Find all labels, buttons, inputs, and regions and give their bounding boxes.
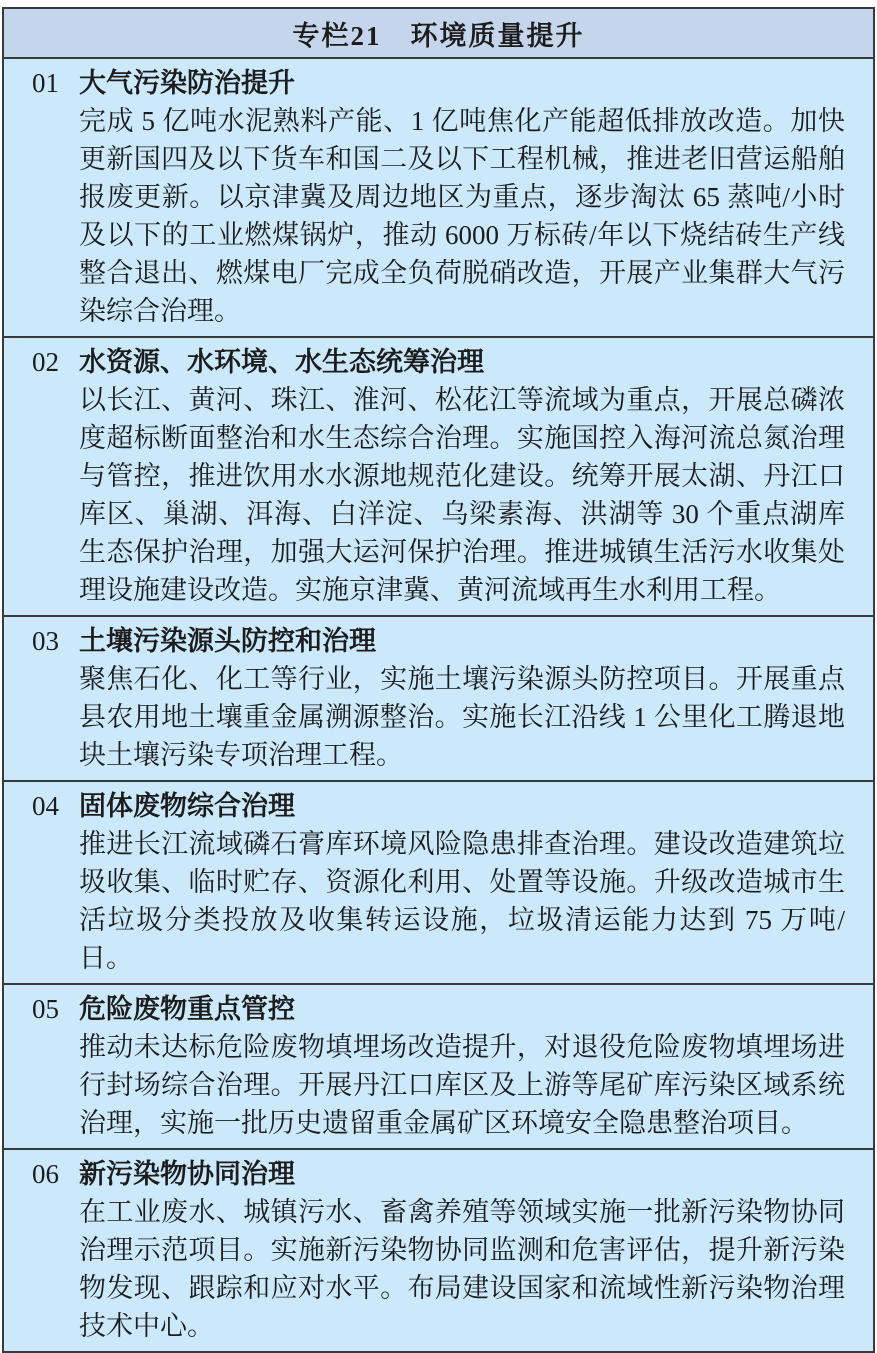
- section-heading: 土壤污染源头防控和治理: [79, 626, 376, 656]
- section-number: 01: [32, 68, 59, 98]
- section-heading-row: [32, 343, 845, 381]
- section-heading: 水资源、水环境、水生态统筹治理: [79, 347, 484, 377]
- section-body: 推进长江流域磷石膏库环境风险隐患排查治理。建设改造建筑垃圾收集、临时贮存、资源化利用、处置等设施。升级改造城市生活垃圾分类投放及收集转运设施，垃圾清运能力达到 75 万吨/日。: [79, 829, 845, 973]
- section-heading: 危险废物重点管控: [79, 994, 295, 1024]
- panel-title: 专栏21 环境质量提升: [292, 20, 585, 51]
- section-new-pollutants: [4, 1148, 873, 1351]
- section-heading-row: [32, 1155, 845, 1193]
- column-box-21: [2, 7, 875, 1353]
- section-heading: 固体废物综合治理: [79, 791, 295, 821]
- section-body: 聚焦石化、化工等行业，实施土壤污染源头防控项目。开展重点县农用地土壤重金属溯源整治。实施长江沿线 1 公里化工腾退地块土壤污染专项治理工程。: [79, 664, 845, 770]
- section-water: [4, 336, 873, 615]
- section-heading: 新污染物协同治理: [79, 1159, 295, 1189]
- section-solid-waste: [4, 780, 873, 983]
- section-number: 05: [32, 994, 59, 1024]
- section-soil: [4, 615, 873, 780]
- section-number: 06: [32, 1159, 59, 1189]
- section-air-pollution: [4, 57, 873, 336]
- section-heading-row: [32, 990, 845, 1028]
- section-body: 推动未达标危险废物填埋场改造提升，对退役危险废物填埋场进行封场综合治理。开展丹江口库区及上游等尾矿库污染区域系统治理，实施一批历史遗留重金属矿区环境安全隐患整治项目。: [79, 1032, 845, 1138]
- section-number: 03: [32, 626, 59, 656]
- section-number: 02: [32, 347, 59, 377]
- section-body: 以长江、黄河、珠江、淮河、松花江等流域为重点，开展总磷浓度超标断面整治和水生态综合治理。实施国控入海河流总氮治理与管控，推进饮用水水源地规范化建设。统筹开展太湖、丹江口库区、巢湖、洱海、白洋淀、乌梁素海、洪湖等 30 个重点湖库生态保护治理，加强大运河保护治理。推进城镇生活污水收集处理设施建设改造。实施京津冀、黄河流域再生水利用工程。: [79, 385, 845, 605]
- section-heading: 大气污染防治提升: [79, 68, 295, 98]
- section-heading-row: [32, 787, 845, 825]
- section-number: 04: [32, 791, 59, 821]
- section-body: 在工业废水、城镇污水、畜禽养殖等领域实施一批新污染物协同治理示范项目。实施新污染物协同监测和危害评估，提升新污染物发现、跟踪和应对水平。布局建设国家和流域性新污染物治理技术中心。: [79, 1197, 845, 1341]
- section-heading-row: [32, 622, 845, 660]
- section-hazardous-waste: [4, 983, 873, 1148]
- panel-header: [4, 9, 873, 57]
- section-body: 完成 5 亿吨水泥熟料产能、1 亿吨焦化产能超低排放改造。加快更新国四及以下货车和国二及以下工程机械，推进老旧营运船舶报废更新。以京津冀及周边地区为重点，逐步淘汰 65 蒸吨/小时及以下的工业燃煤锅炉，推动 6000 万标砖/年以下烧结砖生产线整合退出、燃煤电厂完成全负荷脱硝改造，开展产业集群大气污染综合治理。: [79, 106, 845, 326]
- section-heading-row: [32, 64, 845, 102]
